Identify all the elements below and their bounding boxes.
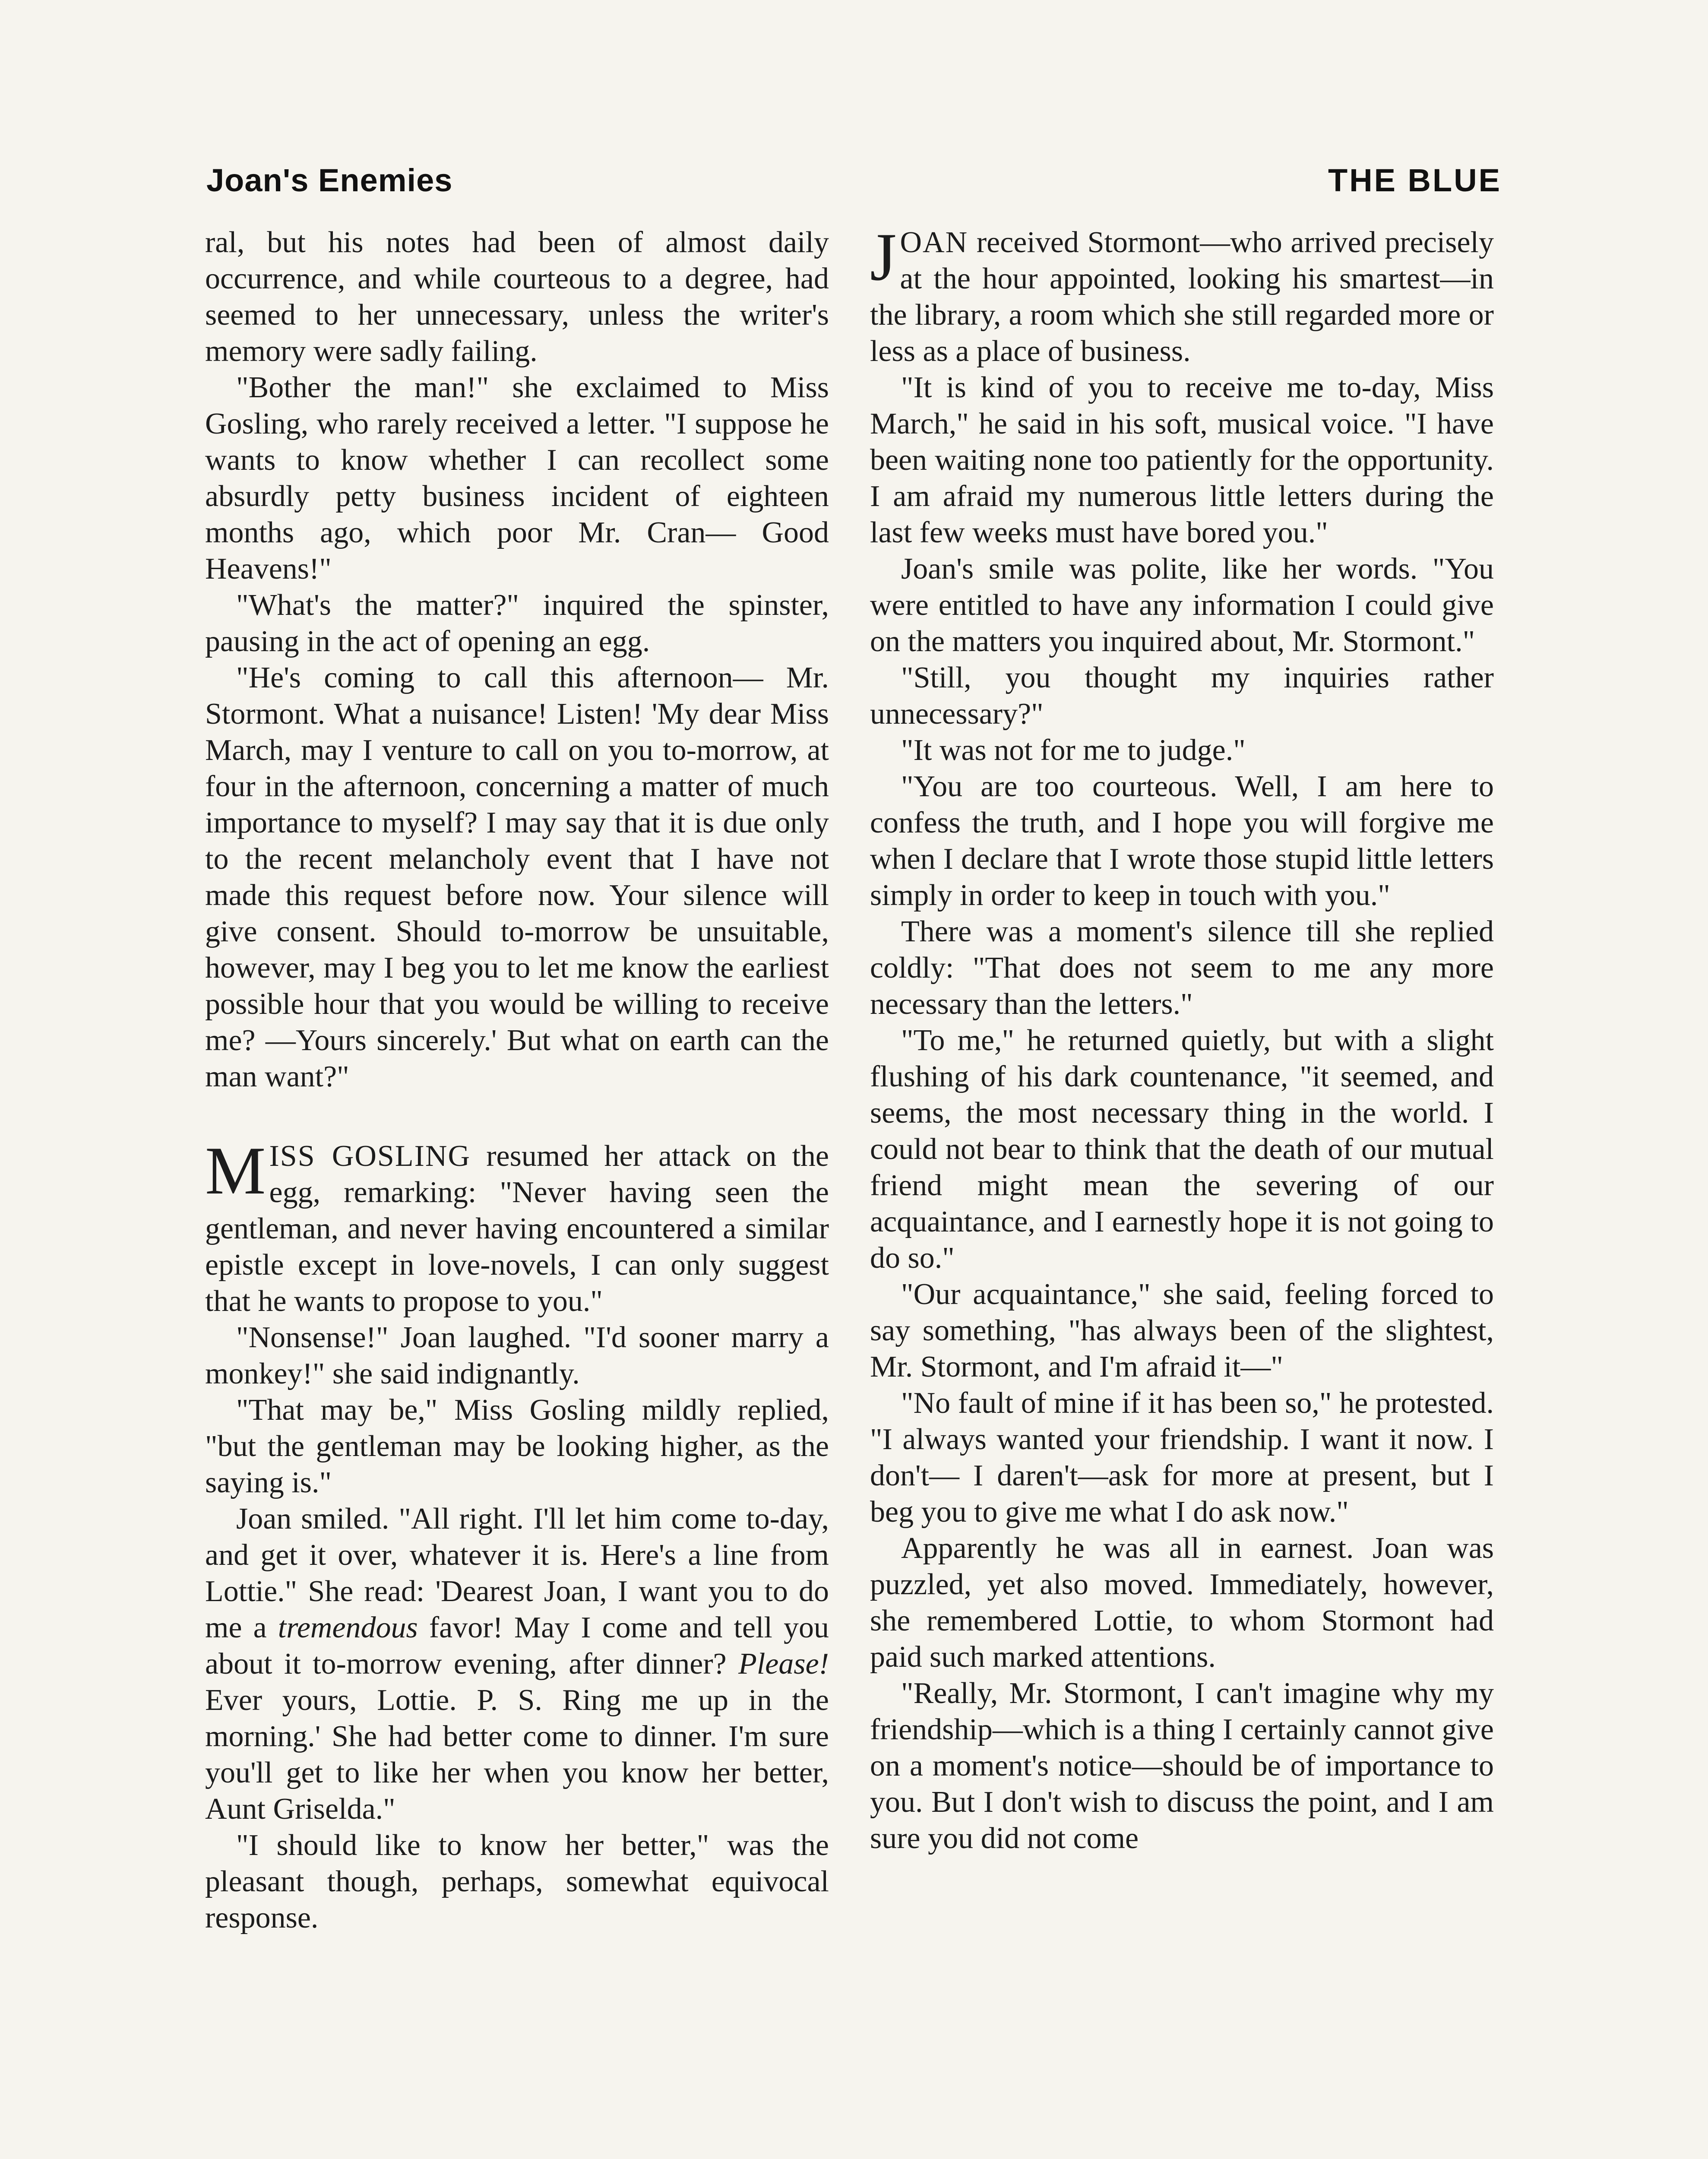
right-column [870, 219, 1494, 1857]
magazine-name: THE BLUE [1328, 162, 1502, 198]
drop-cap: M [205, 1133, 266, 1209]
paragraph: There was a moment's silence till she replied coldly: "That does not seem to me any more necessary than the letters." [870, 915, 1494, 1021]
paragraph: "It was not for me to judge." [901, 734, 1246, 767]
page-header [206, 142, 1502, 199]
paragraph: "It is kind of you to receive me to-day, Miss March," he said in his soft, musical voice. "I have been waiting none too patiently for the opportunity. I am afraid my numerous little letters during the last few weeks must have bored you." [870, 371, 1494, 549]
small-caps-lead: OAN [900, 226, 968, 259]
paragraph [205, 1501, 829, 1827]
paragraph: "That may be," Miss Gosling mildly replied, "but the gentleman may be looking higher, as the saying is." [205, 1393, 829, 1499]
paragraph: "Nonsense!" Joan laughed. "I'd sooner marry a monkey!" she said indignantly. [205, 1321, 829, 1390]
paragraph: Joan's smile was polite, like her words. "You were entitled to have any information I could give on the matters you inquired about, Mr. Stormont." [870, 552, 1494, 658]
text-run: favor! May I come and tell you about it to-morrow evening, after dinner? [205, 1611, 829, 1681]
drop-cap: J [870, 219, 897, 295]
paragraph: Apparently he was all in earnest. Joan was puzzled, yet also moved. Immediately, however, she remembered Lottie, to whom Stormont had paid such marked attentions. [870, 1532, 1494, 1674]
italic-text: Please! [738, 1647, 829, 1681]
paragraph: "What's the matter?" inquired the spinster, pausing in the act of opening an egg. [205, 589, 829, 658]
text-run: Joan smiled. "All right. I'll let him come to-day, and get it over, whatever it is. Here's a line from Lottie." She read: 'Dearest Joan, I want you to do me a [205, 1502, 829, 1644]
section-opening-paragraph [205, 1133, 829, 1320]
text-run: Ever yours, Lottie. P. S. Ring me up in the morning.' She had better come to dinner. I'm sure you'll get to like her when you know her better, Aunt Griselda." [205, 1684, 829, 1826]
italic-text: tremendous [278, 1611, 418, 1644]
paragraph: "You are too courteous. Well, I am here to confess the truth, and I hope you will forgive me when I declare that I wrote those stupid little letters simply in order to keep in touch with you." [870, 770, 1494, 912]
left-column [205, 225, 829, 1936]
paragraph: "To me," he returned quietly, but with a slight flushing of his dark countenance, "it seemed, and seems, the most necessary thing in the world. I could not bear to think that the death of our mutual friend might mean the severing of our acquaintance, and I earnestly hope it is not going to do so." [870, 1024, 1494, 1275]
paragraph: "Bother the man!" she exclaimed to Miss Gosling, who rarely received a letter. "I suppose he wants to know whether I can recollect some absurdly petty business incident of eighteen months ago, which poor Mr. Cran— Good Heavens!" [205, 371, 829, 586]
paragraph: "Really, Mr. Stormont, I can't imagine why my friendship—which is a thing I certainly cannot give on a moment's notice—should be of importance to you. But I don't wish to discuss the point, and I am sure you did not come [870, 1677, 1494, 1855]
paragraph: ral, but his notes had been of almost daily occurrence, and while courteous to a degree, had seemed to her unnecessary, unless the writer's memory were sadly failing. [205, 226, 829, 368]
paragraph: "He's coming to call this afternoon— Mr. Stormont. What a nuisance! Listen! 'My dear Miss March, may I venture to call on you to-morrow, at four in the afternoon, concerning a matter of much importance to myself? I may say that it is due only to the recent melancholy event that I have not made this request before now. Your silence will give consent. Should to-morrow be unsuitable, however, may I beg you to let me know the earliest possible hour that you would be willing to receive me? —Yours sincerely.' But what on earth can the man want?" [205, 661, 829, 1093]
paragraph: "I should like to know her better," was the pleasant though, perhaps, somewhat equivocal response. [205, 1829, 829, 1934]
running-title: Joan's Enemies [206, 162, 453, 198]
section-opening-paragraph [870, 219, 1494, 370]
paragraph: "Still, you thought my inquiries rather unnecessary?" [870, 661, 1494, 731]
paragraph-text: received Stormont—who arrived precisely at the hour appointed, looking his smartest—in the library, a room which she still regarded more or less as a place of business. [870, 226, 1494, 368]
paragraph-text: resumed her attack on the egg, remarking: "Never having seen the gentleman, and never having encountered a similar epistle except in love-novels, I can only suggest that he wants to propose to you." [205, 1140, 829, 1318]
paragraph: "Our acquaintance," she said, feeling forced to say something, "has always been of the slightest, Mr. Stormont, and I'm afraid it—" [870, 1278, 1494, 1383]
paragraph: "No fault of mine if it has been so," he protested. "I always wanted your friendship. I want it now. I don't— I daren't—ask for more at present, but I beg you to give me what I do ask now." [870, 1387, 1494, 1529]
small-caps-lead: ISS GOSLING [269, 1140, 471, 1173]
